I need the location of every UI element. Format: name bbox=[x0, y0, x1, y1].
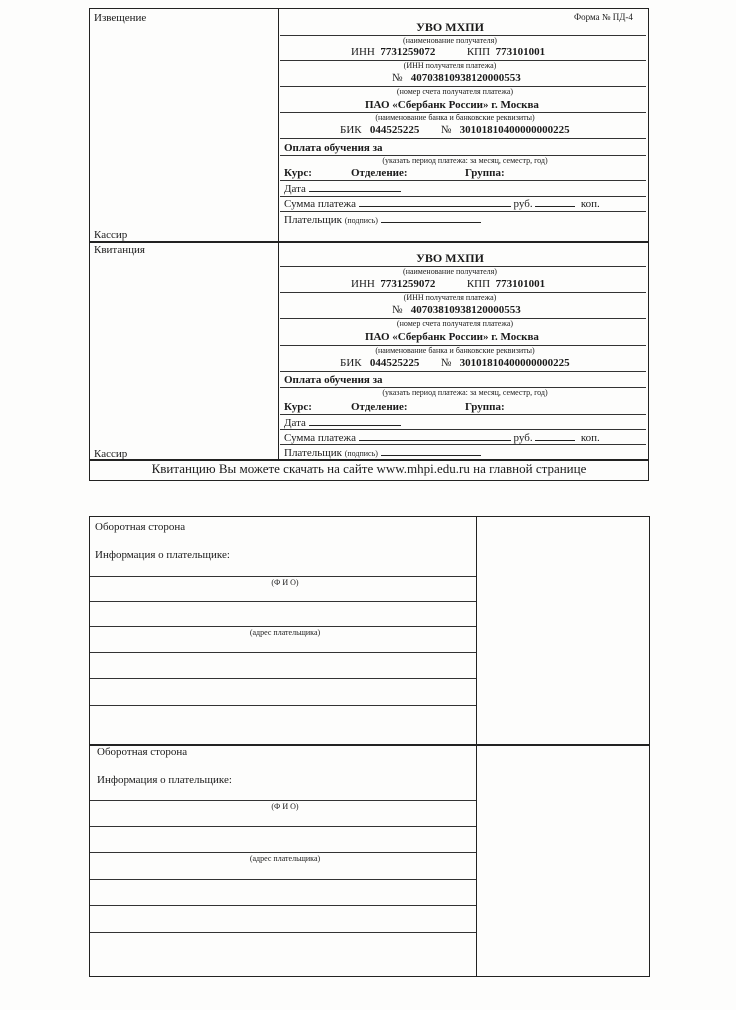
back-top-address-caption: (адрес плательщика) bbox=[249, 628, 321, 637]
notice-account-symbol: № bbox=[392, 72, 403, 84]
back-bottom-line bbox=[90, 879, 476, 880]
receipt-kop-line bbox=[535, 431, 575, 441]
notice-payer-row[interactable] bbox=[284, 213, 481, 226]
receipt-line bbox=[280, 414, 646, 415]
notice-line bbox=[280, 180, 646, 181]
notice-payer-label: Плательщик bbox=[284, 214, 342, 226]
back-top-line bbox=[90, 678, 476, 679]
notice-department-label[interactable]: Отделение: bbox=[351, 167, 408, 179]
back-bottom-title: Оборотная сторона bbox=[97, 746, 188, 758]
receipt-account-row bbox=[392, 304, 521, 316]
receipt-department-label[interactable]: Отделение: bbox=[351, 401, 408, 413]
back-top-title: Оборотная сторона bbox=[95, 521, 186, 533]
receipt-inn-caption: (ИНН получателя платежа) bbox=[403, 293, 497, 302]
receipt-course-label[interactable]: Курс: bbox=[284, 401, 312, 413]
receipt-kpp-label: КПП bbox=[466, 278, 491, 290]
notice-recipient-name: УВО МХПИ bbox=[416, 20, 484, 34]
back-top-line bbox=[90, 705, 476, 706]
notice-line bbox=[280, 211, 646, 212]
back-top-line bbox=[90, 652, 476, 653]
receipt-label: Квитанция bbox=[94, 244, 145, 256]
receipt-signature-caption: (подпись) bbox=[344, 449, 378, 458]
form-number: Форма № ПД-4 bbox=[574, 12, 633, 22]
receipt-purpose: Оплата обучения за bbox=[284, 374, 383, 386]
receipt-account-symbol: № bbox=[392, 304, 403, 316]
notice-purpose: Оплата обучения за bbox=[284, 142, 383, 154]
receipt-line bbox=[280, 429, 646, 430]
notice-recipient-caption: (наименование получателя) bbox=[403, 36, 497, 45]
notice-date-row[interactable] bbox=[284, 182, 401, 195]
notice-purpose-caption: (указать период платежа: за месяц, семестр, год) bbox=[382, 156, 548, 165]
back-bottom-line bbox=[90, 905, 476, 906]
receipt-inn-label: ИНН bbox=[351, 278, 375, 290]
notice-sum-line bbox=[359, 197, 511, 207]
notice-date-label: Дата bbox=[284, 183, 306, 195]
notice-sum-row[interactable] bbox=[284, 197, 600, 210]
receipt-kop-label: коп. bbox=[580, 432, 600, 444]
receipt-inn-value: 7731259072 bbox=[380, 278, 436, 290]
receipt-purpose-caption: (указать период платежа: за месяц, семестр, год) bbox=[382, 388, 548, 397]
notice-rub-label: руб. bbox=[513, 198, 533, 210]
notice-signature-line bbox=[381, 213, 481, 223]
notice-bik-value: 044525225 bbox=[369, 124, 420, 136]
back-top-line bbox=[90, 576, 476, 577]
back-top-line bbox=[90, 626, 476, 627]
back-bottom-line bbox=[90, 826, 476, 827]
notice-account-row bbox=[392, 72, 521, 84]
receipt-bik-label: БИК bbox=[340, 357, 362, 369]
notice-signature-caption: (подпись) bbox=[344, 216, 378, 225]
notice-kop-line bbox=[535, 197, 575, 207]
notice-inn-row bbox=[351, 46, 545, 58]
receipt-cashier-label: Кассир bbox=[94, 448, 128, 460]
notice-inn-label: ИНН bbox=[351, 46, 375, 58]
notice-inn-caption: (ИНН получателя платежа) bbox=[403, 61, 497, 70]
front-divider bbox=[278, 8, 279, 460]
back-top-line bbox=[90, 601, 476, 602]
receipt-bik-value: 044525225 bbox=[369, 357, 420, 369]
receipt-payer-label: Плательщик bbox=[284, 447, 342, 459]
notice-inn-value: 7731259072 bbox=[380, 46, 436, 58]
notice-group-label[interactable]: Группа: bbox=[465, 167, 505, 179]
notice-corr-symbol: № bbox=[440, 124, 452, 136]
receipt-date-row[interactable] bbox=[284, 416, 401, 429]
receipt-group-label[interactable]: Группа: bbox=[465, 401, 505, 413]
back-bottom-line bbox=[90, 852, 476, 853]
receipt-account-value: 40703810938120000553 bbox=[410, 304, 521, 316]
notice-bank-name: ПАО «Сбербанк России» г. Москва bbox=[365, 99, 539, 111]
notice-kpp-label: КПП bbox=[466, 46, 491, 58]
notice-sum-label: Сумма платежа bbox=[284, 198, 357, 210]
footer-note: Квитанцию Вы можете скачать на сайте www.mhpi.edu.ru на главной странице bbox=[151, 461, 587, 476]
receipt-kpp-value: 773101001 bbox=[495, 278, 546, 290]
back-top-fio-caption: (Ф И О) bbox=[271, 578, 299, 587]
back-bottom-line bbox=[90, 800, 476, 801]
receipt-payer-row[interactable] bbox=[284, 446, 481, 459]
receipt-rub-label: руб. bbox=[513, 432, 533, 444]
notice-receipt-divider bbox=[89, 241, 649, 243]
receipt-sum-row[interactable] bbox=[284, 431, 600, 444]
notice-account-value: 40703810938120000553 bbox=[410, 72, 521, 84]
receipt-sum-label: Сумма платежа bbox=[284, 432, 357, 444]
receipt-bik-row bbox=[340, 357, 570, 369]
receipt-account-caption: (номер счета получателя платежа) bbox=[396, 319, 514, 328]
notice-account-caption: (номер счета получателя платежа) bbox=[396, 87, 514, 96]
receipt-bank-caption: (наименование банка и банковские реквизиты) bbox=[375, 346, 535, 355]
receipt-corr-symbol: № bbox=[440, 357, 452, 369]
notice-bank-caption: (наименование банка и банковские реквизиты) bbox=[375, 113, 535, 122]
back-divider bbox=[476, 516, 477, 977]
back-bottom-line bbox=[90, 932, 476, 933]
notice-kop-label: коп. bbox=[580, 198, 600, 210]
receipt-recipient-caption: (наименование получателя) bbox=[403, 267, 497, 276]
notice-bik-label: БИК bbox=[340, 124, 362, 136]
notice-corr-value: 30101810400000000225 bbox=[459, 124, 570, 136]
receipt-inn-row bbox=[351, 278, 545, 290]
back-bottom-payer-info: Информация о плательщике: bbox=[97, 774, 232, 786]
notice-course-label[interactable]: Курс: bbox=[284, 167, 312, 179]
notice-line bbox=[280, 138, 646, 139]
receipt-line bbox=[280, 444, 646, 445]
back-bottom-fio-caption: (Ф И О) bbox=[271, 802, 299, 811]
back-top-payer-info: Информация о плательщике: bbox=[95, 549, 230, 561]
notice-kpp-value: 773101001 bbox=[495, 46, 546, 58]
receipt-recipient-name: УВО МХПИ bbox=[416, 251, 484, 265]
receipt-date-line bbox=[309, 416, 401, 426]
receipt-sum-line bbox=[359, 431, 511, 441]
notice-bik-row bbox=[340, 124, 570, 136]
notice-label: Извещение bbox=[94, 12, 147, 24]
receipt-line bbox=[280, 371, 646, 372]
back-bottom-address-caption: (адрес плательщика) bbox=[249, 854, 321, 863]
receipt-bank-name: ПАО «Сбербанк России» г. Москва bbox=[365, 331, 539, 343]
receipt-date-label: Дата bbox=[284, 417, 306, 429]
notice-cashier-label: Кассир bbox=[94, 229, 128, 241]
receipt-signature-line bbox=[381, 446, 481, 456]
receipt-corr-value: 30101810400000000225 bbox=[459, 357, 570, 369]
notice-date-line bbox=[309, 182, 401, 192]
